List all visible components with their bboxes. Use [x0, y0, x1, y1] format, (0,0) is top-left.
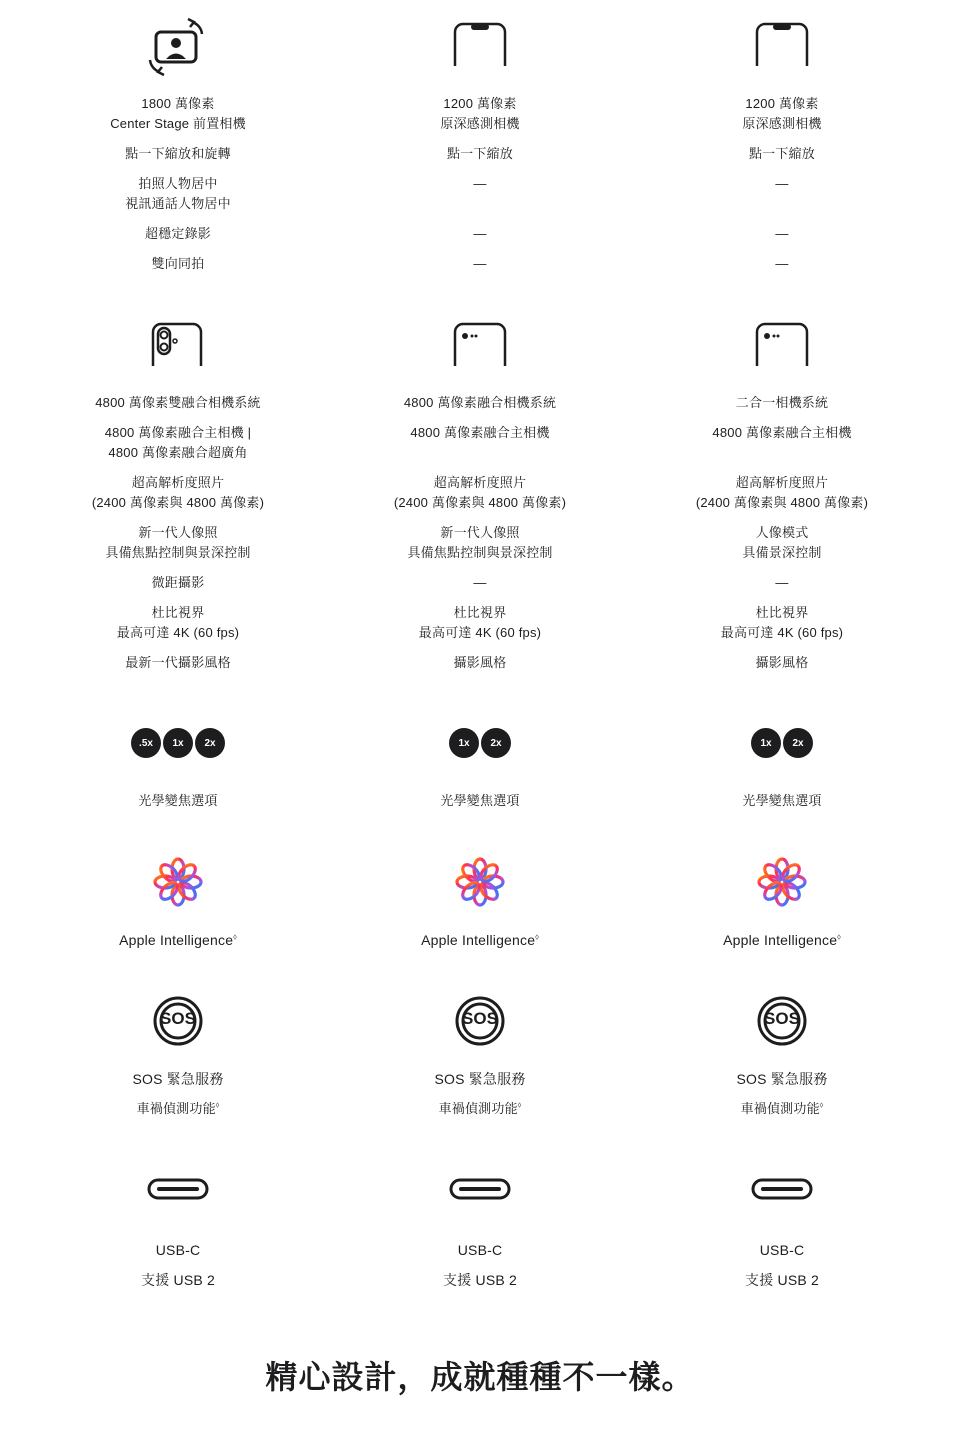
- video-resolution: 最高可達 4K (60 fps): [720, 625, 844, 640]
- stabilization-feature: —: [775, 226, 789, 241]
- usb-label: USB-C: [457, 1242, 503, 1258]
- dual-capture-feature: 雙向同拍: [151, 256, 205, 271]
- sos-label: SOS 緊急服務: [434, 1071, 526, 1087]
- zoom-options: [18, 728, 338, 758]
- rear-main-camera: 4800 萬像素融合主相機: [712, 425, 852, 440]
- stabilization-feature: 超穩定錄影: [144, 226, 211, 241]
- portrait-feature-detail: 具備景深控制: [742, 545, 822, 560]
- usb-spec: 支援 USB 2: [443, 1272, 517, 1288]
- zoom-2x-badge: 2x: [481, 728, 511, 758]
- sos-icon: [622, 995, 942, 1047]
- rotating-portrait-camera-icon: [18, 16, 338, 78]
- front-camera-megapixels: 1200 萬像素: [443, 96, 517, 111]
- section-heading: 精心設計，成就種種不一樣。: [265, 1358, 695, 1396]
- apple-intelligence-label: Apple Intelligence◊: [421, 932, 539, 948]
- portrait-feature: 人像模式: [755, 525, 809, 540]
- footnote-mark: ◊: [233, 934, 237, 942]
- macro-feature: —: [775, 575, 789, 590]
- rear-camera-system: 4800 萬像素雙融合相機系統: [95, 395, 261, 410]
- center-stage-photo: —: [775, 176, 789, 191]
- rear-main-camera: 4800 萬像素融合主相機: [410, 425, 550, 440]
- hi-res-photo: 超高解析度照片: [433, 475, 527, 490]
- portrait-feature: 新一代人像照: [440, 525, 520, 540]
- photographic-styles: 最新一代攝影風格: [125, 655, 231, 670]
- hi-res-photo: 超高解析度照片: [131, 475, 225, 490]
- zoom-1x-badge: 1x: [163, 728, 193, 758]
- zoom-2x-badge: 2x: [783, 728, 813, 758]
- zoom-1x-badge: 1x: [751, 728, 781, 758]
- photographic-styles: 攝影風格: [755, 655, 809, 670]
- video-dolby: 杜比視界: [453, 605, 507, 620]
- usb-c-port-icon: [18, 1178, 338, 1200]
- sos-icon-text: SOS: [160, 1009, 196, 1028]
- model-column-2: [320, 0, 640, 1340]
- sos-label: SOS 緊急服務: [736, 1071, 828, 1087]
- macro-feature: 微距攝影: [151, 575, 205, 590]
- zoom-options: [622, 728, 942, 758]
- rear-camera-system: 二合一相機系統: [735, 395, 829, 410]
- sos-icon-text: SOS: [462, 1009, 498, 1028]
- front-zoom-feature: 點一下縮放和旋轉: [125, 146, 231, 161]
- notch-phone-icon: [320, 22, 640, 68]
- usb-spec: 支援 USB 2: [745, 1272, 819, 1288]
- front-camera-megapixels: 1800 萬像素: [141, 96, 215, 111]
- single-camera-phone-icon: [622, 322, 942, 368]
- crash-detection-label: 車禍偵測功能◊: [438, 1101, 522, 1116]
- sos-icon-text: SOS: [764, 1009, 800, 1028]
- zoom-label: 光學變焦選項: [138, 793, 218, 808]
- footnote-mark: ◊: [819, 1102, 824, 1110]
- zoom-0.5x-badge: .5x: [131, 728, 161, 758]
- video-resolution: 最高可達 4K (60 fps): [418, 625, 542, 640]
- front-camera-name: Center Stage 前置相機: [110, 116, 246, 131]
- zoom-options: [320, 728, 640, 758]
- center-stage-video: 視訊通話人物居中: [125, 196, 231, 211]
- photographic-styles: 攝影風格: [453, 655, 507, 670]
- front-camera-megapixels: 1200 萬像素: [745, 96, 819, 111]
- rear-camera-system: 4800 萬像素融合相機系統: [403, 395, 557, 410]
- hi-res-photo-detail: (2400 萬像素與 4800 萬像素): [91, 495, 265, 510]
- hi-res-photo: 超高解析度照片: [735, 475, 829, 490]
- usb-label: USB-C: [155, 1242, 201, 1258]
- usb-label: USB-C: [759, 1242, 805, 1258]
- zoom-2x-badge: 2x: [195, 728, 225, 758]
- center-stage-photo: —: [473, 176, 487, 191]
- apple-intelligence-label: Apple Intelligence◊: [723, 932, 841, 948]
- zoom-label: 光學變焦選項: [742, 793, 822, 808]
- footnote-mark: ◊: [215, 1102, 220, 1110]
- footnote-mark: ◊: [837, 934, 841, 942]
- front-zoom-feature: 點一下縮放: [748, 146, 815, 161]
- front-camera-name: 原深感測相機: [440, 116, 520, 131]
- model-column-1: [18, 0, 338, 1340]
- crash-detection-label: 車禍偵測功能◊: [136, 1101, 220, 1116]
- video-dolby: 杜比視界: [755, 605, 809, 620]
- model-column-3: [622, 0, 942, 1340]
- crash-detection-label: 車禍偵測功能◊: [740, 1101, 824, 1116]
- single-camera-phone-icon: [320, 322, 640, 368]
- portrait-feature-detail: 具備焦點控制與景深控制: [105, 545, 251, 560]
- dual-capture-feature: —: [473, 256, 487, 271]
- rear-main-camera: 4800 萬像素融合主相機 |: [104, 425, 252, 440]
- usb-c-port-icon: [622, 1178, 942, 1200]
- sos-icon: [320, 995, 640, 1047]
- notch-phone-icon: [622, 22, 942, 68]
- macro-feature: —: [473, 575, 487, 590]
- apple-intelligence-icon: [18, 855, 338, 909]
- stabilization-feature: —: [473, 226, 487, 241]
- portrait-feature: 新一代人像照: [138, 525, 218, 540]
- footnote-mark: ◊: [535, 934, 539, 942]
- usb-spec: 支援 USB 2: [141, 1272, 215, 1288]
- hi-res-photo-detail: (2400 萬像素與 4800 萬像素): [695, 495, 869, 510]
- hi-res-photo-detail: (2400 萬像素與 4800 萬像素): [393, 495, 567, 510]
- sos-icon: [18, 995, 338, 1047]
- rear-ultrawide-camera: 4800 萬像素融合超廣角: [108, 445, 248, 460]
- sos-label: SOS 緊急服務: [132, 1071, 224, 1087]
- apple-intelligence-icon: [320, 855, 640, 909]
- apple-intelligence-icon: [622, 855, 942, 909]
- footnote-mark: ◊: [517, 1102, 522, 1110]
- zoom-label: 光學變焦選項: [440, 793, 520, 808]
- usb-c-port-icon: [320, 1178, 640, 1200]
- video-resolution: 最高可達 4K (60 fps): [116, 625, 240, 640]
- zoom-1x-badge: 1x: [449, 728, 479, 758]
- dual-capture-feature: —: [775, 256, 789, 271]
- front-zoom-feature: 點一下縮放: [446, 146, 513, 161]
- front-camera-name: 原深感測相機: [742, 116, 822, 131]
- portrait-feature-detail: 具備焦點控制與景深控制: [407, 545, 553, 560]
- apple-intelligence-label: Apple Intelligence◊: [119, 932, 237, 948]
- center-stage-photo: 拍照人物居中: [138, 176, 218, 191]
- video-dolby: 杜比視界: [151, 605, 205, 620]
- dual-camera-phone-icon: [18, 322, 338, 368]
